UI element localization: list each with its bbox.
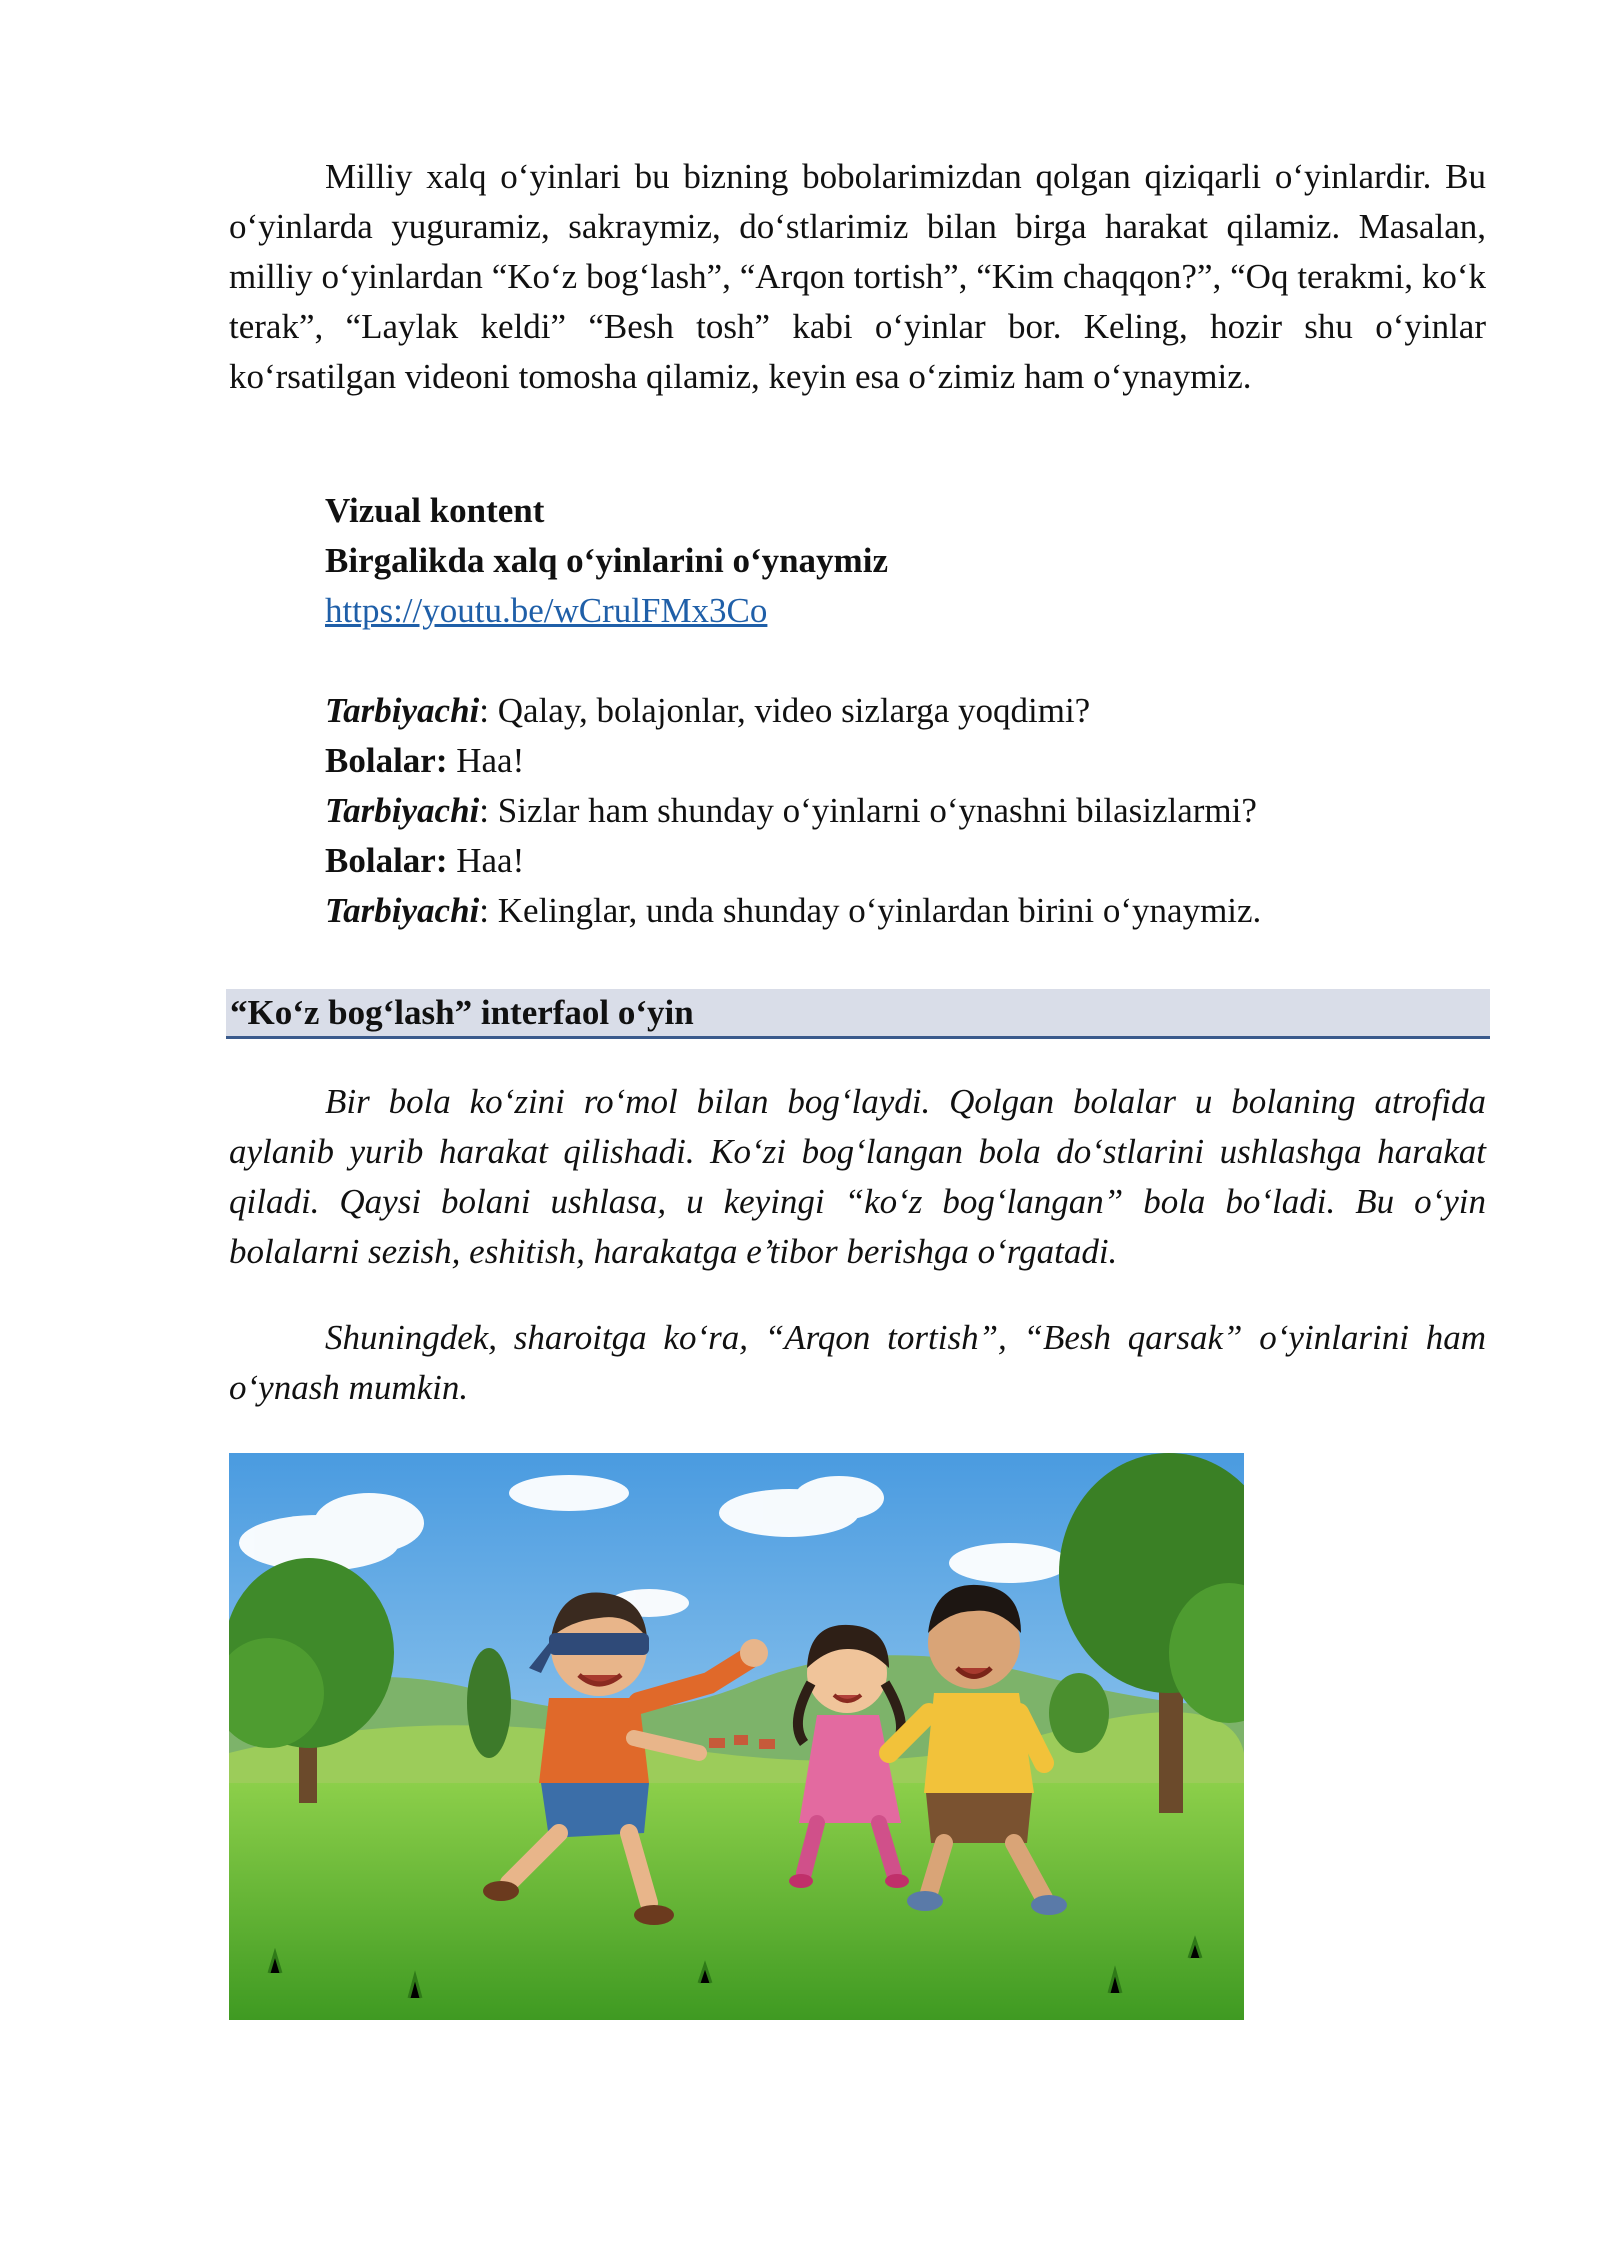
dialogue-text: Sizlar ham shunday o‘yinlarni o‘ynashni bilasizlarmi?	[497, 791, 1257, 830]
dialogue-text: Qalay, bolajonlar, video sizlarga yoqdimi?	[497, 691, 1091, 730]
dialogue-line	[325, 836, 1475, 886]
visual-content-block	[325, 486, 1475, 636]
dialogue-separator: :	[479, 891, 498, 930]
dialogue-separator	[447, 741, 456, 780]
video-link[interactable]: https://youtu.be/wCrulFMx3Co	[325, 591, 768, 630]
section-heading-bar	[226, 989, 1490, 1039]
dialogue-speaker: Bolalar:	[325, 741, 448, 780]
dialogue-line	[325, 786, 1475, 836]
alternatives-paragraph: Shuningdek, sharoitga ko‘ra, “Arqon tortish”, “Besh qarsak” o‘yinlarini ham o‘ynash mumkin.	[229, 1318, 1486, 1407]
dialogue-text: Haa!	[456, 741, 525, 780]
children-playing-blindfold-illustration	[229, 1453, 1244, 2020]
dialogue-separator: :	[479, 691, 498, 730]
section-heading: “Ko‘z bog‘lash” interfaol o‘yin	[230, 993, 694, 1032]
dialogue-line	[325, 736, 1475, 786]
visual-content-label: Vizual kontent	[325, 491, 545, 530]
dialogue-speaker: Tarbiyachi	[325, 891, 480, 930]
dialogue-text: Haa!	[456, 841, 525, 880]
dialogue-text: Kelinglar, unda shunday o‘yinlardan birini o‘ynaymiz.	[497, 891, 1262, 930]
dialogue-separator	[447, 841, 456, 880]
visual-content-title: Birgalikda xalq o‘yinlarini o‘ynaymiz	[325, 541, 888, 580]
dialogue-speaker: Tarbiyachi	[325, 691, 480, 730]
dialogue-speaker: Tarbiyachi	[325, 791, 480, 830]
dialogue-line	[325, 686, 1475, 736]
game-description-paragraph: Bir bola ko‘zini ro‘mol bilan bog‘laydi. Qolgan bolalar u bolaning atrofida aylanib yurib harakat qilishadi. Ko‘zi bog‘langan bola do‘stlarini ushlashga harakat qiladi. Qaysi bolani ushlasa, u keyingi “ko‘z bog‘langan” bola bo‘ladi. Bu o‘yin bolalarni sezish, eshitish, harakatga e’tibor berishga o‘rgatadi.	[229, 1082, 1486, 1271]
dialogue-line	[325, 886, 1475, 936]
dialogue-speaker: Bolalar:	[325, 841, 448, 880]
intro-paragraph: Milliy xalq o‘yinlari bu bizning bobolarimizdan qolgan qiziqarli o‘yinlardir. Bu o‘yinlarda yuguramiz, sakraymiz, do‘stlarimiz bilan birga harakat qilamiz. Masalan, milliy o‘yinlardan “Ko‘z bog‘lash”, “Arqon tortish”, “Kim chaqqon?”, “Oq terakmi, ko‘k terak”, “Laylak keldi” “Besh tosh” kabi o‘yinlar bor. Keling, hozir shu o‘yinlar ko‘rsatilgan videoni tomosha qilamiz, keyin esa o‘zimiz ham o‘ynaymiz.	[229, 157, 1486, 396]
dialogue-block	[325, 686, 1475, 936]
dialogue-separator: :	[479, 791, 498, 830]
